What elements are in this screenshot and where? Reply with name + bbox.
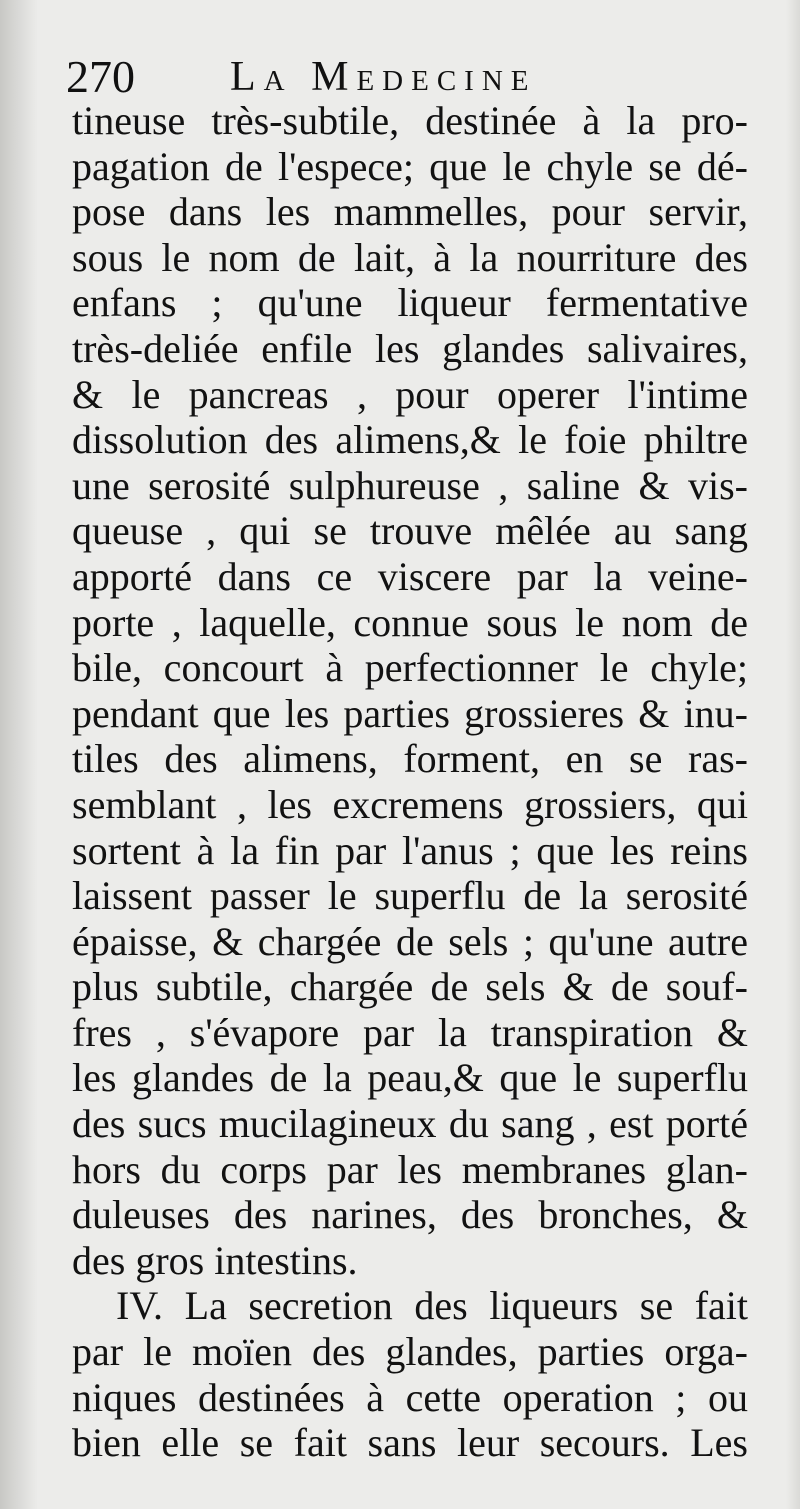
text-line: fres , s'évapore par la transpiration & — [72, 1009, 748, 1055]
text-line: tineuse très-subtile, destinée à la pro- — [72, 98, 748, 143]
text-line: par le moïen des glandes, parties orga- — [72, 1329, 748, 1375]
text-line: plus subtile, chargée de sels & de souf- — [72, 964, 748, 1010]
running-head: La Medecine — [230, 54, 537, 100]
text-line: pagation de l'espece; que le chyle se dé- — [72, 143, 748, 189]
text-line: IV. La secretion des liqueurs se fait — [116, 1283, 748, 1329]
text-line: semblant , les excremens grossiers, qui — [72, 781, 748, 827]
text-line: dissolution des alimens,& le foie philtre — [72, 417, 748, 463]
text-line: enfans ; qu'une liqueur fermentative — [72, 280, 748, 326]
text-line: pose dans les mammelles, pour servir, — [72, 189, 748, 235]
text-line: épaisse, & chargée de sels ; qu'une autre — [72, 918, 748, 964]
text-line: hors du corps par les membranes glan- — [72, 1146, 748, 1192]
page-gutter-shadow — [0, 0, 38, 1509]
page-number: 270 — [66, 51, 135, 102]
text-line: une serosité sulphureuse , saline & vis- — [72, 462, 748, 508]
body-text — [72, 98, 748, 1466]
text-line: apporté dans ce viscere par la veine- — [72, 553, 748, 599]
text-line: niques destinées à cette operation ; ou — [72, 1374, 748, 1420]
text-line: queuse , qui se trouve mêlée au sang — [72, 508, 748, 554]
text-line: bien elle se fait sans leur secours. Les — [72, 1420, 748, 1466]
text-line: & le pancreas , pour operer l'intime — [72, 371, 748, 417]
text-line: pendant que les parties grossieres & inu- — [72, 690, 748, 736]
text-line: des sucs mucilagineux du sang , est porté — [72, 1101, 748, 1147]
text-line: les glandes de la peau,& que le superflu — [72, 1055, 748, 1101]
text-line: porte , laquelle, connue sous le nom de — [72, 599, 748, 645]
text-line: tiles des alimens, forment, en se ras- — [72, 736, 748, 782]
text-line: très-deliée enfile les glandes salivaires, — [72, 325, 748, 371]
text-line: sortent à la fin par l'anus ; que les reins — [72, 827, 748, 873]
text-line: des gros intestins. — [72, 1237, 358, 1283]
text-line: duleuses des narines, des bronches, & — [72, 1192, 748, 1238]
text-line: laissent passer le superflu de la serosité — [72, 873, 748, 919]
text-line: sous le nom de lait, à la nourriture des — [72, 234, 748, 280]
page-edge-shadow — [786, 0, 800, 1509]
text-line: bile, concourt à perfectionner le chyle; — [72, 645, 748, 691]
